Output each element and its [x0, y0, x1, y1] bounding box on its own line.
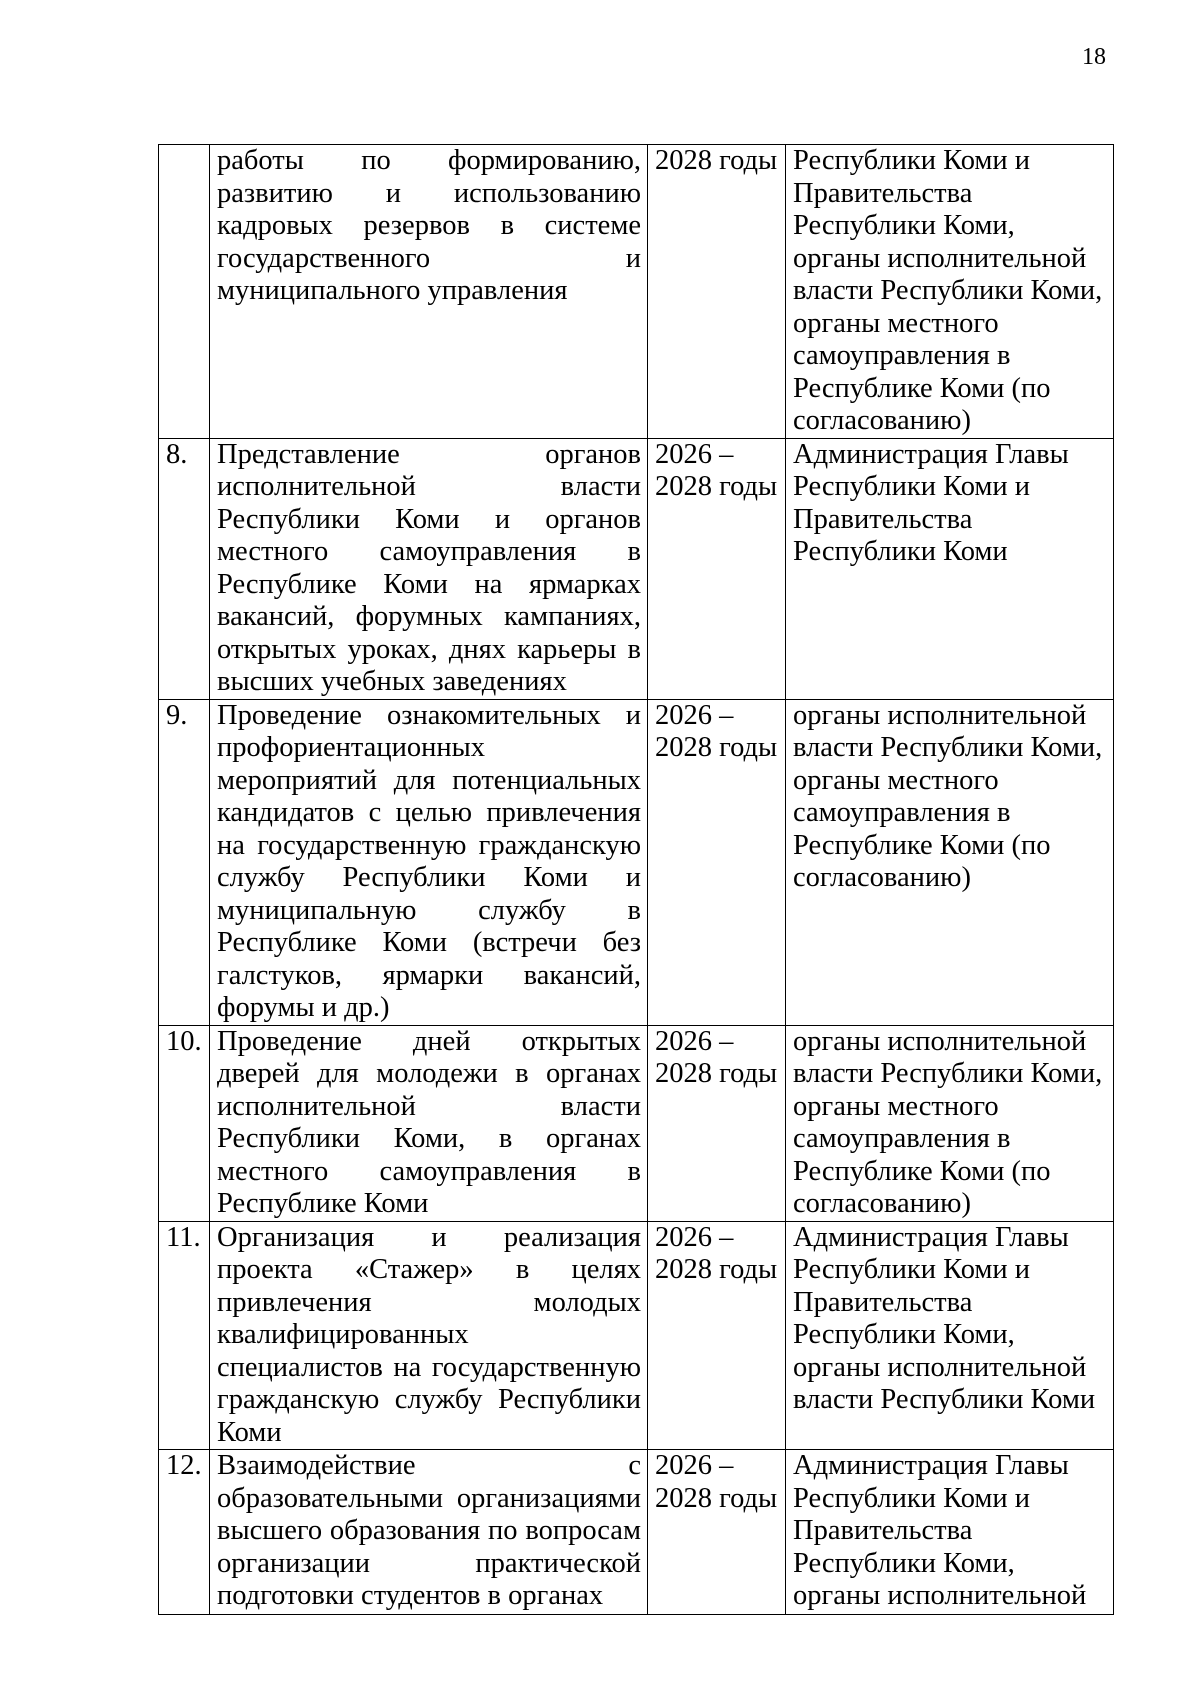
table-row	[159, 1025, 1114, 1221]
executor-line: Администрация Главы	[793, 1450, 1069, 1481]
executor-cell	[786, 699, 1114, 1025]
term-line: 2026 –	[655, 699, 734, 731]
executor-line: Республики Коми и	[793, 471, 1031, 502]
row-number: 9.	[159, 699, 210, 1025]
executor-line: Республике Коми (по	[793, 829, 1051, 861]
term-cell	[648, 145, 786, 439]
event-cell	[210, 1025, 648, 1221]
executor-line: Правительства	[793, 503, 973, 535]
executor-line: Республики Коми	[793, 536, 1008, 567]
executor-line: Республики Коми и	[793, 145, 1031, 176]
event-cell	[210, 1221, 648, 1450]
executor-line: Республики Коми и	[793, 1254, 1031, 1285]
executor-line: власти Республики Коми	[793, 1384, 1096, 1415]
table-row	[159, 1450, 1114, 1615]
table-row	[159, 438, 1114, 699]
page-number: 18	[1082, 44, 1106, 70]
executor-line: самоуправления в	[793, 1123, 1011, 1154]
executor-line: Администрация Главы	[793, 438, 1069, 470]
executor-cell	[786, 1025, 1114, 1221]
executor-line: органы исполнительной	[793, 1351, 1087, 1383]
executor-line: Правительства	[793, 1286, 973, 1318]
executor-line: органы исполнительной	[793, 699, 1087, 731]
table-row	[159, 145, 1114, 439]
row-number: 11.	[159, 1221, 210, 1450]
executor-line: Администрация Главы	[793, 1221, 1069, 1253]
executor-line: власти Республики Коми,	[793, 732, 1103, 763]
event-cell	[210, 1450, 648, 1615]
executor-line: органы местного	[793, 764, 999, 796]
term-line: 2026 –	[655, 1450, 734, 1481]
term-cell	[648, 699, 786, 1025]
executor-line: Правительства	[793, 1515, 973, 1546]
executor-line: Республики Коми,	[793, 210, 1015, 241]
executor-cell	[786, 1450, 1114, 1615]
term-line: 2026 –	[655, 438, 734, 470]
row-number: 8.	[159, 438, 210, 699]
executor-line: согласованию)	[793, 1188, 971, 1219]
executor-line: Республики Коми,	[793, 1319, 1015, 1350]
executor-line: Республике Коми (по	[793, 1155, 1051, 1187]
executor-line: органы исполнительной	[793, 1580, 1087, 1611]
executor-cell	[786, 438, 1114, 699]
table-row	[159, 1221, 1114, 1450]
executor-line: самоуправления в	[793, 797, 1011, 828]
executor-line: согласованию)	[793, 862, 971, 893]
executor-line: Республике Коми (по	[793, 372, 1051, 404]
executor-line: власти Республики Коми,	[793, 275, 1103, 306]
event-text: Представление органов исполнительной власти Республики Коми и органов местного самоуправления в Республике Коми на ярмарках вакансий, форумных кампаниях, открытых уроках, днях карьеры в высших учебных заведениях	[217, 438, 641, 697]
executor-line: Правительства	[793, 177, 973, 209]
row-number	[159, 145, 210, 439]
term-line: 2028 годы	[655, 1254, 778, 1285]
term-line: 2028 годы	[655, 471, 778, 502]
event-cell	[210, 438, 648, 699]
term-cell	[648, 438, 786, 699]
table-row	[159, 699, 1114, 1025]
term-line: 2028 годы	[655, 145, 778, 176]
event-cell	[210, 699, 648, 1025]
executor-line: Республики Коми,	[793, 1547, 1015, 1579]
measures-table	[158, 144, 1114, 1615]
term-line: 2026 –	[655, 1025, 734, 1057]
event-cell	[210, 145, 648, 439]
term-line: 2028 годы	[655, 1482, 778, 1514]
event-text: Проведение дней открытых дверей для молодежи в органах исполнительной власти Республики Коми, в органах местного самоуправления в Республике Коми	[217, 1025, 641, 1219]
executor-line: согласованию)	[793, 405, 971, 436]
executor-line: Республики Коми и	[793, 1482, 1031, 1514]
executor-cell	[786, 1221, 1114, 1450]
row-number: 12.	[159, 1450, 210, 1615]
term-cell	[648, 1025, 786, 1221]
event-text: работы по формированию, развитию и использованию кадровых резервов в системе государственного и муниципального управления	[217, 145, 641, 306]
term-cell	[648, 1221, 786, 1450]
executor-line: самоуправления в	[793, 340, 1011, 371]
term-line: 2026 –	[655, 1221, 734, 1253]
event-text: Проведение ознакомительных и профориентационных мероприятий для потенциальных кандидатов с целью привлечения на государственную гражданскую службу Республики Коми и муниципальную службу в Республике Коми (встречи без галстуков, ярмарки вакансий, форумы и др.)	[217, 699, 641, 1023]
term-line: 2028 годы	[655, 1058, 778, 1089]
event-text: Организация и реализация проекта «Стажер» в целях привлечения молодых квалифицированных специалистов на государственную гражданскую службу Республики Коми	[217, 1221, 641, 1448]
executor-line: органы исполнительной	[793, 1025, 1087, 1057]
executor-cell	[786, 145, 1114, 439]
executor-line: органы местного	[793, 1090, 999, 1122]
executor-line: органы местного	[793, 307, 999, 339]
term-line: 2028 годы	[655, 732, 778, 763]
executor-line: органы исполнительной	[793, 242, 1087, 274]
row-number: 10.	[159, 1025, 210, 1221]
event-text: Взаимодействие с образовательными организациями высшего образования по вопросам организации практической подготовки студентов в органах	[217, 1450, 641, 1611]
executor-line: власти Республики Коми,	[793, 1058, 1103, 1089]
term-cell	[648, 1450, 786, 1615]
